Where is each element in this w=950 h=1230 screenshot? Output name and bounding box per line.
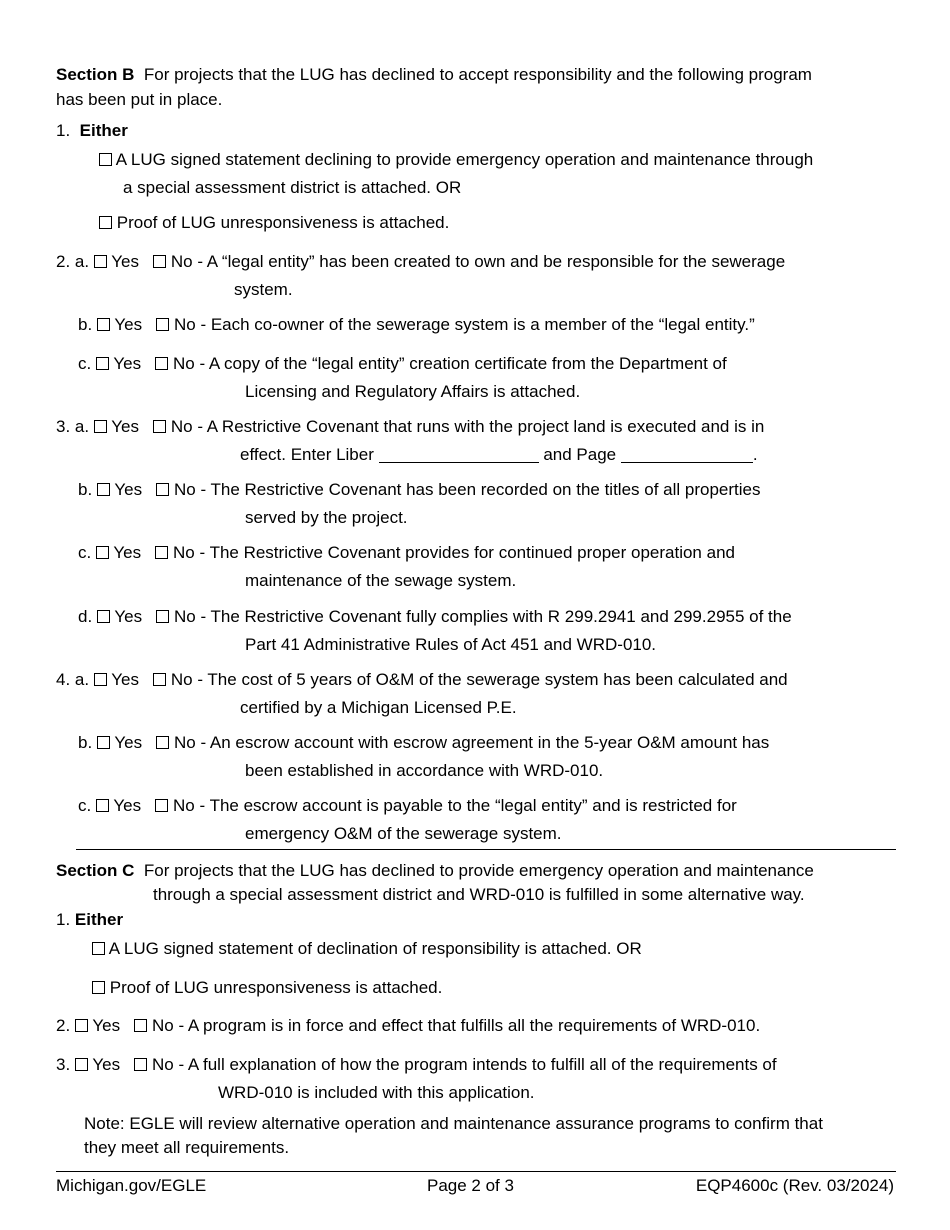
form-number: EQP4600c (Rev. 03/2024) (695, 1176, 894, 1195)
item-text: No - The cost of 5 years of O&M of the sewerage system has been calculated and (170, 670, 788, 689)
period: . (752, 445, 758, 464)
item-2c (78, 354, 727, 374)
section-b-heading: Section B (56, 65, 135, 84)
item-2a-line2: system. (234, 280, 293, 299)
yes-label: Yes (113, 796, 142, 815)
item-text: No - The Restrictive Covenant has been recorded on the titles of all properties (173, 480, 761, 499)
declination-statement-checkbox[interactable] (92, 942, 105, 955)
section-c-item3 (56, 1055, 777, 1075)
section-b-option1-line2: a special assessment district is attached. OR (123, 178, 462, 197)
item-prefix: b. (78, 480, 93, 499)
note-line1: Note: EGLE will review alternative operation and maintenance assurance programs to confirm that (84, 1114, 823, 1133)
item-text: No - The Restrictive Covenant fully complies with R 299.2941 and 299.2955 of the (173, 607, 792, 626)
item-text: No - A copy of the “legal entity” creation certificate from the Department of (173, 354, 727, 373)
section-c-intro (56, 861, 814, 881)
yes-label: Yes (92, 1055, 121, 1074)
section-b-item1 (56, 121, 128, 141)
item-text: No - A full explanation of how the program intends to fulfill all of the requirements of (151, 1055, 777, 1074)
no-checkbox[interactable] (155, 546, 168, 559)
item-4c (78, 796, 737, 816)
yes-label: Yes (113, 543, 142, 562)
yes-label: Yes (92, 1016, 121, 1035)
yes-checkbox[interactable] (94, 255, 107, 268)
item-text: No - Each co-owner of the sewerage system is a member of the “legal entity.” (173, 315, 755, 334)
yes-checkbox[interactable] (96, 357, 109, 370)
item-prefix: b. (78, 315, 93, 334)
item-4b (78, 733, 769, 753)
item-3d-line2: Part 41 Administrative Rules of Act 451 and WRD-010. (245, 635, 657, 654)
page-field[interactable] (621, 446, 753, 463)
item-number: 1. (56, 910, 71, 929)
option-label: Proof of LUG unresponsiveness is attached. (116, 213, 450, 232)
item-prefix: d. (78, 607, 93, 626)
item-4c-line2: emergency O&M of the sewerage system. (245, 824, 562, 843)
item-text: No - A program is in force and effect that fulfills all the requirements of WRD-010. (151, 1016, 761, 1035)
section-c-option2 (92, 978, 442, 998)
option-label: A LUG signed statement of declination of responsibility is attached. OR (108, 939, 642, 958)
yes-label: Yes (111, 252, 139, 271)
no-checkbox[interactable] (134, 1058, 147, 1071)
item-prefix: c. (78, 543, 92, 562)
option-label: A LUG signed statement declining to provide emergency operation and maintenance through (115, 150, 814, 169)
no-checkbox[interactable] (155, 799, 168, 812)
either-label: Either (74, 910, 124, 929)
section-c-intro-line1: For projects that the LUG has declined to provide emergency operation and maintenance (143, 861, 814, 880)
liber-field[interactable] (379, 446, 539, 463)
unresponsiveness-proof-checkbox[interactable] (92, 981, 105, 994)
liber-label: effect. Enter Liber (240, 445, 374, 464)
item-2a (56, 252, 785, 272)
footer-website: Michigan.gov/EGLE (56, 1176, 207, 1195)
item-3b (78, 480, 760, 500)
footer-rule (56, 1171, 896, 1172)
yes-checkbox[interactable] (97, 483, 110, 496)
page-label: and Page (543, 445, 617, 464)
no-checkbox[interactable] (153, 255, 166, 268)
item-4a (56, 670, 788, 690)
declining-statement-checkbox[interactable] (99, 153, 112, 166)
section-b-intro-line1: For projects that the LUG has declined to accept responsibility and the following program (143, 65, 812, 84)
item-prefix: b. (78, 733, 93, 752)
yes-checkbox[interactable] (96, 546, 109, 559)
no-checkbox[interactable] (155, 357, 168, 370)
item-3a (56, 417, 764, 437)
item-number: 1. (56, 121, 71, 140)
yes-checkbox[interactable] (97, 610, 110, 623)
no-checkbox[interactable] (134, 1019, 147, 1032)
yes-label: Yes (114, 315, 143, 334)
item-prefix: 2. (56, 1016, 71, 1035)
yes-checkbox[interactable] (97, 318, 110, 331)
section-c-option1 (92, 939, 642, 959)
item-prefix: 4. a. (56, 670, 90, 689)
item-prefix: c. (78, 796, 92, 815)
yes-checkbox[interactable] (94, 420, 107, 433)
no-checkbox[interactable] (156, 736, 169, 749)
yes-label: Yes (113, 354, 142, 373)
item-text: No - The Restrictive Covenant provides for continued proper operation and (173, 543, 735, 562)
page-number: Page 2 of 3 (427, 1176, 514, 1195)
item-text: No - A Restrictive Covenant that runs with the project land is executed and is in (170, 417, 765, 436)
item-3b-line2: served by the project. (245, 508, 408, 527)
section-b-option2 (99, 213, 449, 233)
yes-label: Yes (111, 417, 139, 436)
yes-label: Yes (114, 480, 143, 499)
note-line2: they meet all requirements. (84, 1138, 290, 1157)
yes-checkbox[interactable] (97, 736, 110, 749)
yes-checkbox[interactable] (94, 673, 107, 686)
item-2b (78, 315, 755, 335)
either-label: Either (79, 121, 128, 140)
no-checkbox[interactable] (156, 483, 169, 496)
section-b-intro (56, 65, 812, 85)
option-label: Proof of LUG unresponsiveness is attached. (109, 978, 443, 997)
yes-label: Yes (111, 670, 139, 689)
section-c-item3-line2: WRD-010 is included with this application. (218, 1083, 535, 1102)
item-text: No - A “legal entity” has been created to own and be responsible for the sewerage (170, 252, 786, 271)
yes-checkbox[interactable] (96, 799, 109, 812)
yes-label: Yes (114, 607, 143, 626)
item-3a-line2 (240, 445, 758, 465)
no-checkbox[interactable] (153, 420, 166, 433)
item-2c-line2: Licensing and Regulatory Affairs is attached. (245, 382, 581, 401)
yes-checkbox[interactable] (75, 1019, 88, 1032)
item-prefix: 2. a. (56, 252, 90, 271)
item-3c (78, 543, 735, 563)
item-3c-line2: maintenance of the sewage system. (245, 571, 517, 590)
yes-label: Yes (114, 733, 143, 752)
item-4b-line2: been established in accordance with WRD-010. (245, 761, 604, 780)
no-checkbox[interactable] (156, 318, 169, 331)
unresponsiveness-proof-checkbox[interactable] (99, 216, 112, 229)
item-prefix: c. (78, 354, 92, 373)
no-checkbox[interactable] (153, 673, 166, 686)
section-b-intro-line2: has been put in place. (56, 90, 223, 109)
item-prefix: 3. (56, 1055, 71, 1074)
section-b-option1 (99, 150, 813, 170)
yes-checkbox[interactable] (75, 1058, 88, 1071)
item-4a-line2: certified by a Michigan Licensed P.E. (240, 698, 517, 717)
no-checkbox[interactable] (156, 610, 169, 623)
section-c-intro-line2: through a special assessment district and WRD-010 is fulfilled in some alternative way. (153, 885, 805, 904)
section-c-heading: Section C (56, 861, 135, 880)
item-3d (78, 607, 792, 627)
item-prefix: 3. a. (56, 417, 90, 436)
item-text: No - The escrow account is payable to the “legal entity” and is restricted for (173, 796, 737, 815)
section-c-item1 (56, 910, 123, 930)
section-c-item2 (56, 1016, 760, 1036)
item-text: No - An escrow account with escrow agreement in the 5-year O&M amount has (173, 733, 770, 752)
section-divider (76, 849, 896, 850)
